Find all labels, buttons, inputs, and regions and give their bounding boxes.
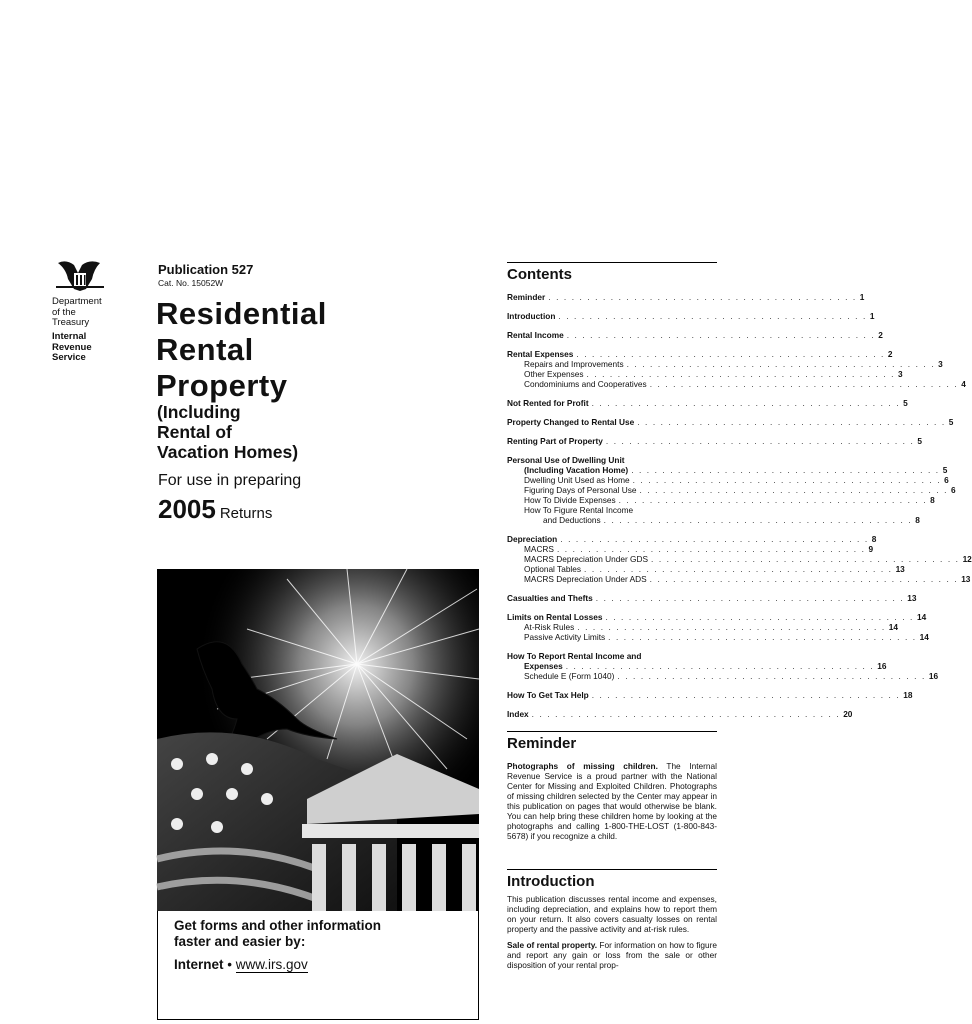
toc-entry[interactable]: [507, 311, 875, 321]
toc-entry-label: Not Rented for Profit: [507, 398, 589, 408]
internet-line: [174, 957, 308, 972]
tax-year-line: [158, 494, 272, 525]
toc-leader-dots: . . . . . . . . . . . . . . . . . . . . . . . . . . . . . . . . . . . . . . . .: [591, 398, 901, 408]
sale-of-rental-text: For information on how to figure and report any gain or loss from the sale or other disposition of your rental prop-: [507, 940, 717, 970]
contents-title: Contents: [507, 266, 572, 283]
toc-leader-dots: . . . . . . . . . . . . . . . . . . . . . . . . . . . . . . . . . . . . . . . .: [548, 292, 857, 302]
toc-entry[interactable]: [507, 495, 935, 505]
toc-entry[interactable]: [507, 554, 972, 564]
toc-entry[interactable]: [507, 436, 923, 446]
toc-leader-dots: . . . . . . . . . . . . . . . . . . . . . . . . . . . . . . . . . . . . . . . .: [603, 515, 913, 525]
toc-leader-dots: . . . . . . . . . . . . . . . . . . . . . . . . . . . . . . . . . . . . . . . .: [595, 593, 905, 603]
toc-entry[interactable]: [507, 369, 903, 379]
toc-leader-dots: . . . . . . . . . . . . . . . . . . . . . . . . . . . . . . . . . . . . . . . .: [651, 554, 960, 564]
publication-number: Publication 527: [158, 262, 254, 277]
toc-leader-dots: . . . . . . . . . . . . . . . . . . . . . . . . . . . . . . . . . . . . . . . .: [617, 671, 926, 681]
toc-leader-dots: . . . . . . . . . . . . . . . . . . . . . . . . . . . . . . . . . . . . . . . .: [618, 495, 928, 505]
toc-entry[interactable]: [507, 593, 917, 603]
toc-entry[interactable]: [507, 661, 887, 671]
toc-entry-page: 5: [948, 417, 954, 427]
toc-leader-dots: . . . . . . . . . . . . . . . . . . . . . . . . . . . . . . . . . . . . . . . .: [558, 311, 867, 321]
toc-entry[interactable]: [507, 622, 899, 632]
irs-website-link[interactable]: www.irs.gov: [235, 957, 308, 972]
toc-leader-dots: . . . . . . . . . . . . . . . . . . . . . . . . . . . . . . . . . . . . . . . .: [584, 564, 893, 574]
toc-entry-label: Figuring Days of Personal Use: [524, 485, 637, 495]
tax-year: 2005: [158, 494, 216, 524]
toc-entry-label: MACRS Depreciation Under GDS: [524, 554, 649, 564]
reminder-rule: [507, 731, 717, 732]
department-of-treasury: Department of the Treasury: [52, 296, 102, 328]
toc-leader-dots: . . . . . . . . . . . . . . . . . . . . . . . . . . . . . . . . . . . . . . . .: [566, 330, 876, 340]
toc-entry[interactable]: [507, 455, 717, 465]
toc-entry[interactable]: [507, 505, 717, 515]
sale-of-rental-paragraph: [507, 940, 717, 970]
toc-entry-label: Passive Activity Limits: [524, 632, 606, 642]
introduction-text: This publication discusses rental income and expenses, including depreciation, and explains how to report them on your return. It also covers casualty losses on rental property and the passive activity and at-risk rules.: [507, 894, 717, 934]
toc-entry-page: 12: [962, 554, 972, 564]
toc-entry[interactable]: [507, 534, 877, 544]
toc-entry[interactable]: [507, 612, 927, 622]
toc-entry-label: Optional Tables: [524, 564, 582, 574]
toc-leader-dots: . . . . . . . . . . . . . . . . . . . . . . . . . . . . . . . . . . . . . . . .: [632, 475, 942, 485]
toc-entry-label: Index: [507, 709, 529, 719]
toc-entry-page: 2: [878, 330, 883, 340]
toc-entry-label: Condominiums and Cooperatives: [524, 379, 647, 389]
toc-leader-dots: . . . . . . . . . . . . . . . . . . . . . . . . . . . . . . . . . . . . . . . .: [565, 661, 875, 671]
toc-entry-page: 20: [843, 709, 853, 719]
toc-entry-label: Dwelling Unit Used as Home: [524, 475, 630, 485]
returns-label: Returns: [219, 505, 273, 522]
toc-leader-dots: . . . . . . . . . . . . . . . . . . . . . . . . . . . . . . . . . . . . . . . .: [556, 544, 866, 554]
toc-entry[interactable]: [507, 564, 905, 574]
toc-entry-label: Casualties and Thefts: [507, 593, 593, 603]
reminder-body: [507, 761, 717, 841]
toc-entry-page: 9: [868, 544, 874, 554]
get-forms-text: Get forms and other information faster and easier by:: [174, 918, 382, 949]
toc-leader-dots: . . . . . . . . . . . . . . . . . . . . . . . . . . . . . . . . . . . . . . . .: [649, 379, 959, 389]
toc-leader-dots: . . . . . . . . . . . . . . . . . . . . . . . . . . . . . . . . . . . . . . . .: [560, 534, 869, 544]
toc-entry-page: 8: [915, 515, 920, 525]
toc-entry[interactable]: [507, 651, 717, 661]
toc-entry-label: How To Report Rental Income and: [507, 651, 642, 661]
sale-of-rental-lead: Sale of rental property.: [507, 940, 598, 950]
toc-entry-page: 1: [859, 292, 865, 302]
toc-entry-label: Rental Expenses: [507, 349, 574, 359]
introduction-rule: [507, 869, 717, 870]
reminder-text: The Internal Revenue Service is a proud partner with the National Center for Missing and Exploited Children. Photographs of missing children selected by the Center may appear in this publication on pages that would otherwise be blank. You can help bring these children home by looking at the photographs and calling 1-800-THE-LOST (1-800-843-5678) if you recognize a child.: [507, 761, 717, 841]
toc-entry[interactable]: [507, 515, 920, 525]
toc-entry-label: Personal Use of Dwelling Unit: [507, 455, 625, 465]
table-of-contents: [507, 292, 972, 719]
toc-entry[interactable]: [507, 349, 893, 359]
toc-entry-label: At-Risk Rules: [524, 622, 575, 632]
toc-entry-page: 16: [928, 671, 939, 681]
catalog-number: Cat. No. 15052W: [158, 278, 224, 288]
toc-leader-dots: . . . . . . . . . . . . . . . . . . . . . . . . . . . . . . . . . . . . . . . .: [586, 369, 896, 379]
toc-leader-dots: . . . . . . . . . . . . . . . . . . . . . . . . . . . . . . . . . . . . . . . .: [605, 436, 915, 446]
toc-entry-label: Schedule E (Form 1040): [524, 671, 615, 681]
toc-entry[interactable]: [507, 330, 883, 340]
toc-entry-page: 5: [942, 465, 948, 475]
toc-entry[interactable]: [507, 632, 929, 642]
toc-entry-label: Property Changed to Rental Use: [507, 417, 635, 427]
toc-entry-page: 5: [903, 398, 908, 408]
toc-entry[interactable]: [507, 671, 939, 681]
toc-entry[interactable]: [507, 379, 966, 389]
toc-entry[interactable]: [507, 709, 853, 719]
toc-entry[interactable]: [507, 417, 954, 427]
toc-entry-page: 2: [887, 349, 893, 359]
toc-entry-page: 8: [930, 495, 935, 505]
cover-photo: [157, 569, 479, 911]
toc-entry[interactable]: [507, 292, 865, 302]
toc-leader-dots: . . . . . . . . . . . . . . . . . . . . . . . . . . . . . . . . . . . . . . . .: [626, 359, 936, 369]
toc-entry[interactable]: [507, 574, 971, 584]
toc-entry-label: How To Get Tax Help: [507, 690, 589, 700]
page-subtitle: (Including Rental of Vacation Homes): [157, 402, 299, 462]
reminder-lead: Photographs of missing children.: [507, 761, 658, 771]
introduction-title: Introduction: [507, 873, 595, 890]
toc-entry-label: How To Figure Rental Income: [524, 505, 634, 515]
toc-entry-page: 16: [877, 661, 887, 671]
toc-leader-dots: . . . . . . . . . . . . . . . . . . . . . . . . . . . . . . . . . . . . . . . .: [637, 417, 946, 427]
toc-entry-page: 13: [961, 574, 971, 584]
toc-leader-dots: . . . . . . . . . . . . . . . . . . . . . . . . . . . . . . . . . . . . . . . .: [608, 632, 917, 642]
toc-entry-label: Expenses: [524, 661, 563, 671]
irs-eagle-seal-icon: [52, 259, 108, 293]
toc-leader-dots: . . . . . . . . . . . . . . . . . . . . . . . . . . . . . . . . . . . . . . . .: [649, 574, 959, 584]
toc-entry-label: Rental Income: [507, 330, 564, 340]
toc-entry-page: 13: [895, 564, 905, 574]
cover-photo-illustration: [157, 569, 479, 911]
toc-leader-dots: . . . . . . . . . . . . . . . . . . . . . . . . . . . . . . . . . . . . . . . .: [591, 690, 901, 700]
toc-entry[interactable]: [507, 465, 948, 475]
introduction-body: [507, 894, 717, 970]
reminder-title: Reminder: [507, 735, 577, 752]
toc-entry-label: MACRS: [524, 544, 554, 554]
toc-entry-label: Repairs and Improvements: [524, 359, 624, 369]
toc-entry-page: 4: [961, 379, 966, 389]
toc-entry-page: 5: [917, 436, 923, 446]
toc-entry[interactable]: [507, 690, 913, 700]
toc-entry-page: 1: [869, 311, 875, 321]
toc-entry-page: 6: [944, 475, 949, 485]
toc-entry-label: and Deductions: [543, 515, 601, 525]
toc-entry[interactable]: [507, 485, 956, 495]
toc-entry-page: 8: [871, 534, 877, 544]
toc-entry[interactable]: [507, 475, 949, 485]
toc-entry-page: 14: [916, 612, 927, 622]
toc-entry-page: 14: [888, 622, 899, 632]
toc-entry-page: 6: [951, 485, 956, 495]
toc-entry-label: Renting Part of Property: [507, 436, 603, 446]
toc-entry-label: Depreciation: [507, 534, 558, 544]
toc-leader-dots: . . . . . . . . . . . . . . . . . . . . . . . . . . . . . . . . . . . . . . . .: [576, 349, 885, 359]
toc-leader-dots: . . . . . . . . . . . . . . . . . . . . . . . . . . . . . . . . . . . . . . . .: [631, 465, 940, 475]
toc-entry-label: Other Expenses: [524, 369, 584, 379]
toc-entry-label: Limits on Rental Losses: [507, 612, 603, 622]
toc-entry[interactable]: [507, 359, 943, 369]
toc-entry-page: 3: [938, 359, 943, 369]
toc-leader-dots: . . . . . . . . . . . . . . . . . . . . . . . . . . . . . . . . . . . . . . . .: [605, 612, 914, 622]
internal-revenue-service: Internal Revenue Service: [52, 331, 92, 363]
toc-leader-dots: . . . . . . . . . . . . . . . . . . . . . . . . . . . . . . . . . . . . . . . .: [531, 709, 841, 719]
toc-entry-page: 3: [898, 369, 903, 379]
get-forms-box: [157, 911, 479, 1020]
toc-leader-dots: . . . . . . . . . . . . . . . . . . . . . . . . . . . . . . . . . . . . . . . .: [577, 622, 886, 632]
toc-entry-page: 14: [919, 632, 929, 642]
contents-rule: [507, 262, 717, 263]
page-title: Residential Rental Property: [156, 296, 327, 403]
bullet: •: [227, 957, 233, 972]
toc-entry-label: MACRS Depreciation Under ADS: [524, 574, 647, 584]
toc-entry-label: Introduction: [507, 311, 556, 321]
for-use-text: For use in preparing: [158, 472, 302, 489]
internet-label: Internet: [174, 957, 224, 972]
toc-entry[interactable]: [507, 544, 874, 554]
toc-entry-label: Reminder: [507, 292, 546, 302]
toc-entry-page: 18: [903, 690, 913, 700]
toc-leader-dots: . . . . . . . . . . . . . . . . . . . . . . . . . . . . . . . . . . . . . . . .: [639, 485, 949, 495]
toc-entry[interactable]: [507, 398, 908, 408]
toc-entry-label: (Including Vacation Home): [524, 465, 629, 475]
toc-entry-page: 13: [907, 593, 917, 603]
toc-entry-label: How To Divide Expenses: [524, 495, 616, 505]
